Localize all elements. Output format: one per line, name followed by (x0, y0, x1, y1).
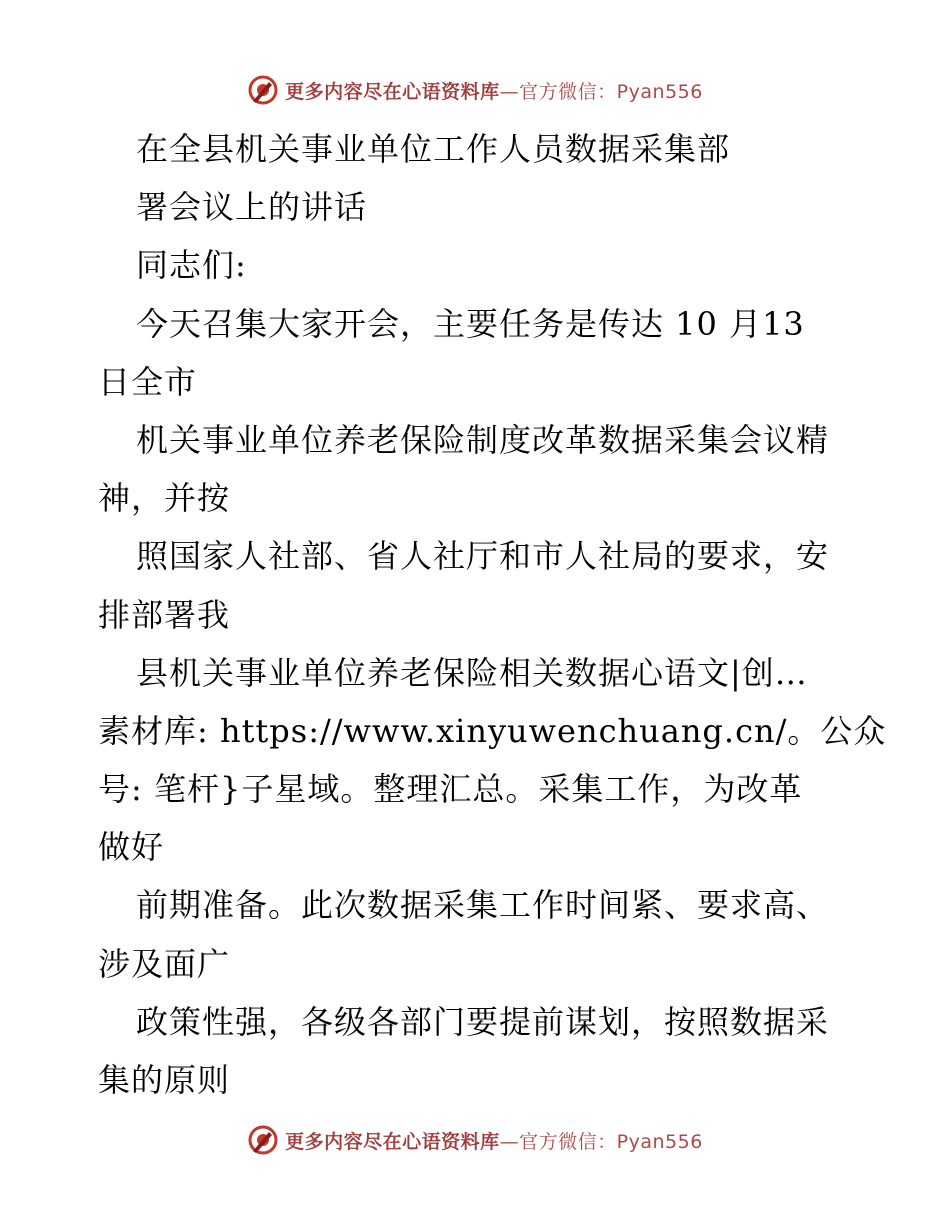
text-line: 署会议上的讲话 (136, 188, 368, 227)
text-line: 集的原则 (98, 1061, 231, 1099)
text-line: 前期准备。此次数据采集工作时间紧、要求高、 (136, 886, 830, 925)
text-line: 今天召集大家开会，主要任务是传达 10 月13 (136, 304, 805, 343)
text-line: 排部署我 (98, 595, 231, 634)
banner-brand: 更多内容尽在心语资料库 (285, 1130, 500, 1153)
text-line: 政策性强，各级各部门要提前谋划，按照数据采 (136, 1002, 830, 1041)
banner-brand: 更多内容尽在心语资料库 (285, 80, 500, 103)
banner-contact: —官方微信：Pyan556 (499, 80, 703, 103)
text-line: 做好 (98, 828, 165, 867)
document-body (98, 120, 887, 1109)
banner-text (285, 77, 703, 104)
text-line: 机关事业单位养老保险制度改革数据采集会议精 (136, 420, 830, 459)
header-banner (0, 70, 950, 110)
text-line: 在全县机关事业单位工作人员数据采集部 (136, 130, 731, 168)
pen-logo-icon (247, 1124, 279, 1156)
text-line: 照国家人社部、省人社厅和市人社局的要求，安 (136, 537, 830, 576)
footer-banner (0, 1120, 950, 1160)
pen-logo-icon (247, 74, 279, 106)
text-line: 神，并按 (98, 479, 231, 518)
text-line: 素材库: https://www.xinyuwenchuang.cn/。公众 (98, 711, 887, 750)
text-line: 号: 笔杆}子星域。整理汇总。采集工作，为改革 (98, 770, 803, 809)
banner-contact: —官方微信：Pyan556 (499, 1130, 703, 1153)
text-line: 涉及面广 (98, 944, 231, 983)
text-line: 日全市 (98, 362, 198, 401)
banner-text (285, 1127, 703, 1154)
text-line: 县机关事业单位养老保险相关数据心语文|创… (136, 653, 808, 692)
text-line: 同志们: (136, 246, 247, 285)
